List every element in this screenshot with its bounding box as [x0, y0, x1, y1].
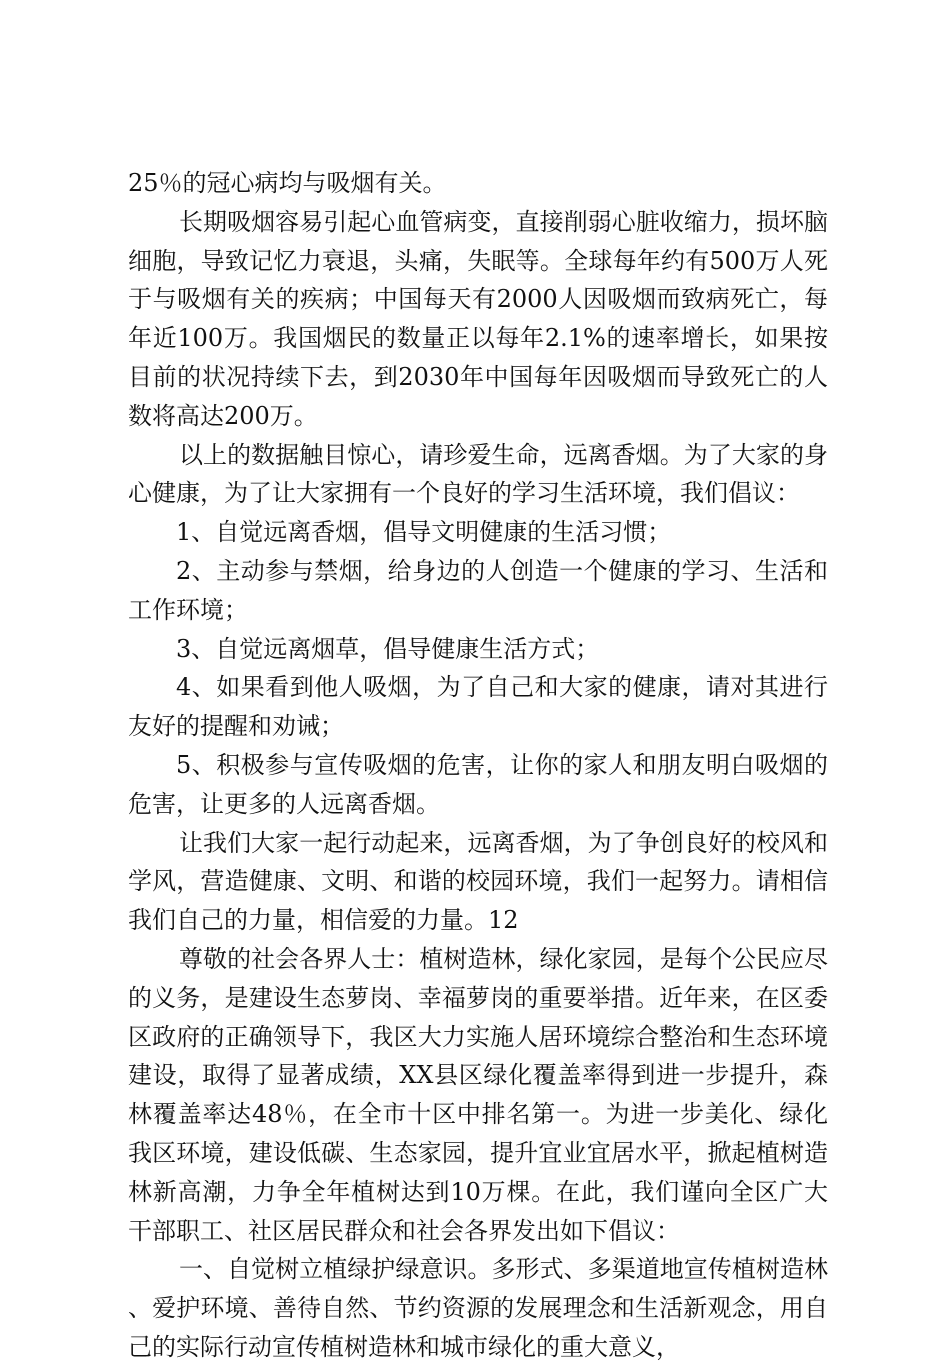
paragraph: 以上的数据触目惊心，请珍爱生命，远离香烟。为了大家的身心健康，为了让大家拥有一个良好的学习生活环境，我们倡议：: [128, 440, 828, 508]
list-item: 3、自觉远离烟草，倡导健康生活方式；: [176, 634, 600, 663]
paragraph: 尊敬的社会各界人士：植树造林，绿化家园，是每个公民应尽的义务，是建设生态萝岗、幸福萝岗的重要举措。近年来，在区委区政府的正确领导下，我区大力实施人居环境综合整治和生态环境建设，取得了显著成绩，XX县区绿化覆盖率得到进一步提升，森林覆盖率达48％，在全市十区中排名第一。为进一步美化、绿化我区环境，建设低碳、生态家园，提升宜业宜居水平，掀起植树造林新高潮，力争全年植树达到10万棵。在此，我们谨向全区广大干部职工、社区居民群众和社会各界发出如下倡议：: [128, 944, 828, 1245]
list-item: 1、自觉远离香烟，倡导文明健康的生活习惯；: [176, 518, 672, 547]
list-item: 2、主动参与禁烟，给身边的人创造一个健康的学习、生活和工作环境；: [128, 556, 828, 624]
paragraph: 长期吸烟容易引起心血管病变，直接削弱心脏收缩力，损坏脑细胞，导致记忆力衰退，头痛，失眠等。全球每年约有500万人死于与吸烟有关的疾病；中国每天有2000人因吸烟而致病死亡，每年近100万。我国烟民的数量正以每年2.1%的速率增长，如果按目前的状况持续下去，到2030年中国每年因吸烟而导致死亡的人数将高达200万。: [128, 207, 828, 430]
paragraph: 让我们大家一起行动起来，远离香烟，为了争创良好的校风和学风，营造健康、文明、和谐的校园环境，我们一起努力。请相信我们自己的力量，相信爱的力量。12: [128, 828, 828, 935]
document-body: [128, 164, 828, 1367]
list-item: 5、积极参与宣传吸烟的危害，让你的家人和朋友明白吸烟的危害，让更多的人远离香烟。: [128, 750, 828, 818]
paragraph: 一、自觉树立植绿护绿意识。多形式、多渠道地宣传植树造林、爱护环境、善待自然、节约资源的发展理念和生活新观念，用自己的实际行动宣传植树造林和城市绿化的重大意义，: [128, 1255, 828, 1361]
paragraph: 25％的冠心病均与吸烟有关。: [128, 169, 447, 197]
list-item: 4、如果看到他人吸烟，为了自己和大家的健康，请对其进行友好的提醒和劝诫；: [128, 673, 828, 741]
